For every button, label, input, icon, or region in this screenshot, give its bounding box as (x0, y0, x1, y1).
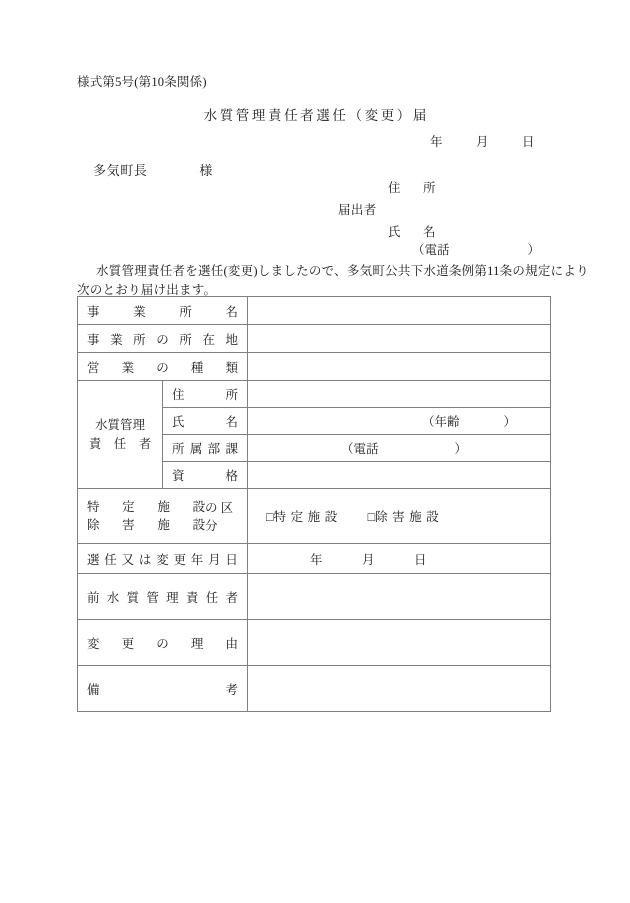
label-char: 類 (225, 360, 238, 375)
label-char: 選 (87, 552, 100, 567)
label-manager-group (78, 381, 163, 489)
facility-class-options (248, 489, 551, 544)
label-previous-manager (78, 574, 248, 620)
label-char: 所 (225, 388, 238, 402)
checkbox-label: 除害施設 (375, 510, 444, 524)
input-remarks[interactable] (248, 666, 551, 712)
label-facility-class-tail: の区分 (205, 501, 237, 533)
manager-tel-close: ） (454, 442, 468, 456)
appointment-date-year: 年 (310, 552, 323, 567)
label-appointment-date (78, 544, 248, 574)
header-date-day: 日 (522, 135, 535, 149)
label-office-name (78, 297, 248, 325)
label-char: 種 (190, 360, 204, 375)
label-manager-qualification (163, 462, 248, 489)
label-manager-address (163, 381, 248, 408)
submitter-address-label: 住 所 (388, 181, 441, 195)
label-char: 備 (87, 682, 100, 697)
label-char: の (156, 332, 169, 347)
header-date-line (430, 132, 535, 150)
table-row-manager-address (78, 381, 551, 408)
label-char: 氏 (172, 415, 185, 429)
input-appointment-date[interactable] (248, 544, 551, 574)
label-office-address (78, 325, 248, 353)
label-char: 害 (122, 518, 135, 532)
label-char: 格 (225, 469, 238, 483)
label-char: 部 (207, 442, 221, 456)
label-char: 在 (202, 332, 215, 347)
addressee (93, 160, 213, 179)
label-char: 施 (157, 518, 170, 532)
checkbox-specified-facility[interactable] (266, 507, 342, 525)
header-date-year: 年 (430, 135, 443, 149)
label-char: 任 (104, 552, 117, 567)
label-char: 変 (156, 552, 169, 567)
label-char: の (156, 636, 169, 651)
label-char: 地 (225, 332, 238, 347)
label-business-type (78, 353, 248, 381)
header-date-month: 月 (476, 135, 489, 149)
input-manager-name[interactable] (248, 408, 551, 435)
label-char: 除 (87, 518, 100, 532)
label-char: 施 (157, 499, 170, 514)
label-char: 設 (192, 499, 205, 514)
label-char: は (138, 552, 152, 567)
input-manager-address[interactable] (248, 381, 551, 408)
input-manager-qualification[interactable] (248, 462, 551, 489)
label-char: 属 (189, 442, 203, 456)
label-change-reason (78, 620, 248, 666)
label-char: 所 (179, 304, 192, 319)
label-char: 日 (225, 552, 238, 567)
appointment-date-day: 日 (414, 552, 427, 567)
label-manager-group-line1: 水質管理 (94, 418, 145, 433)
label-facility-class-line2 (87, 516, 205, 534)
label-char: 月 (208, 552, 221, 567)
submitter-phone-close: ） (527, 243, 541, 257)
table-row-office-name (78, 297, 551, 325)
checkbox-icon: □ (367, 510, 376, 524)
label-char: 変 (87, 636, 100, 651)
label-facility-class (78, 489, 248, 544)
label-char: 管 (146, 590, 159, 605)
submitter-name-label: 氏 名 (388, 225, 441, 239)
label-char: 業 (110, 332, 123, 347)
label-char: 更 (121, 636, 135, 651)
label-char: 更 (173, 552, 186, 567)
label-char: 所 (179, 332, 192, 347)
manager-tel-open: （電話 (340, 442, 379, 456)
table-row-facility-class (78, 489, 551, 544)
checkbox-icon: □ (266, 510, 274, 524)
label-char: 住 (172, 388, 185, 402)
label-char: 前 (87, 590, 100, 605)
label-char: 任 (205, 590, 219, 605)
label-char: 名 (225, 415, 238, 429)
table-row-office-address (78, 325, 551, 353)
input-office-address[interactable] (248, 325, 551, 353)
body-paragraph-line1: 水質管理責任者を選任(変更)しましたので、多気町公共下水道条例第11条の規定により (96, 264, 589, 278)
input-previous-manager[interactable] (248, 574, 551, 620)
label-char: 考 (225, 682, 238, 697)
table-row-appointment-date (78, 544, 551, 574)
label-char: 事 (87, 304, 100, 319)
submitter-phone-field (412, 240, 540, 258)
form-number: 様式第5号(第10条関係) (77, 75, 207, 89)
label-char: 定 (122, 499, 135, 514)
input-manager-dept[interactable] (248, 435, 551, 462)
submitter-block-label: 届出者 (338, 203, 377, 217)
label-char: 理 (166, 590, 179, 605)
input-change-reason[interactable] (248, 620, 551, 666)
label-char: 者 (225, 590, 238, 605)
label-facility-class-line1 (87, 498, 205, 516)
label-char: 事 (87, 332, 100, 347)
label-char: 業 (121, 360, 135, 375)
label-remarks (78, 666, 248, 712)
label-char: 特 (87, 499, 100, 514)
label-char: 資 (172, 469, 185, 483)
page-title: 水質管理責任者選任（変更）届 (203, 108, 429, 123)
label-char: 又 (121, 552, 135, 567)
checkbox-treatment-facility[interactable] (368, 507, 444, 525)
input-office-name[interactable] (248, 297, 551, 325)
label-char: 所 (133, 332, 146, 347)
label-char: 質 (126, 590, 140, 605)
label-manager-dept (163, 435, 248, 462)
table-row-business-type (78, 353, 551, 381)
body-paragraph-line2: 次のとおり届け出ます。 (77, 283, 217, 297)
label-char: 課 (225, 442, 238, 456)
label-char: 業 (133, 304, 146, 319)
label-char: の (156, 360, 169, 375)
label-char: 年 (190, 552, 204, 567)
table-row-change-reason (78, 620, 551, 666)
form-table (77, 296, 551, 712)
table-row-remarks (78, 666, 551, 712)
manager-age-open: （年齢 (421, 415, 460, 429)
appointment-date-month: 月 (362, 552, 375, 567)
addressee-honorific: 様 (199, 163, 214, 178)
table-row-previous-manager (78, 574, 551, 620)
manager-age-close: ） (503, 415, 516, 429)
label-char: 所 (172, 442, 185, 456)
label-char: 責 (185, 590, 199, 605)
label-char: 理 (190, 636, 204, 651)
label-char: 設 (192, 518, 205, 532)
label-char: 由 (225, 636, 238, 651)
checkbox-label: 特定施設 (273, 510, 342, 524)
label-manager-name (163, 408, 248, 435)
label-char: 営 (87, 360, 100, 375)
input-business-type[interactable] (248, 353, 551, 381)
label-char: 名 (225, 304, 238, 319)
label-manager-group-line2: 責 任 者 (88, 436, 152, 451)
addressee-name: 多気町長 (93, 163, 148, 178)
label-char: 水 (106, 590, 120, 605)
submitter-phone-open: （電話 (412, 243, 450, 257)
